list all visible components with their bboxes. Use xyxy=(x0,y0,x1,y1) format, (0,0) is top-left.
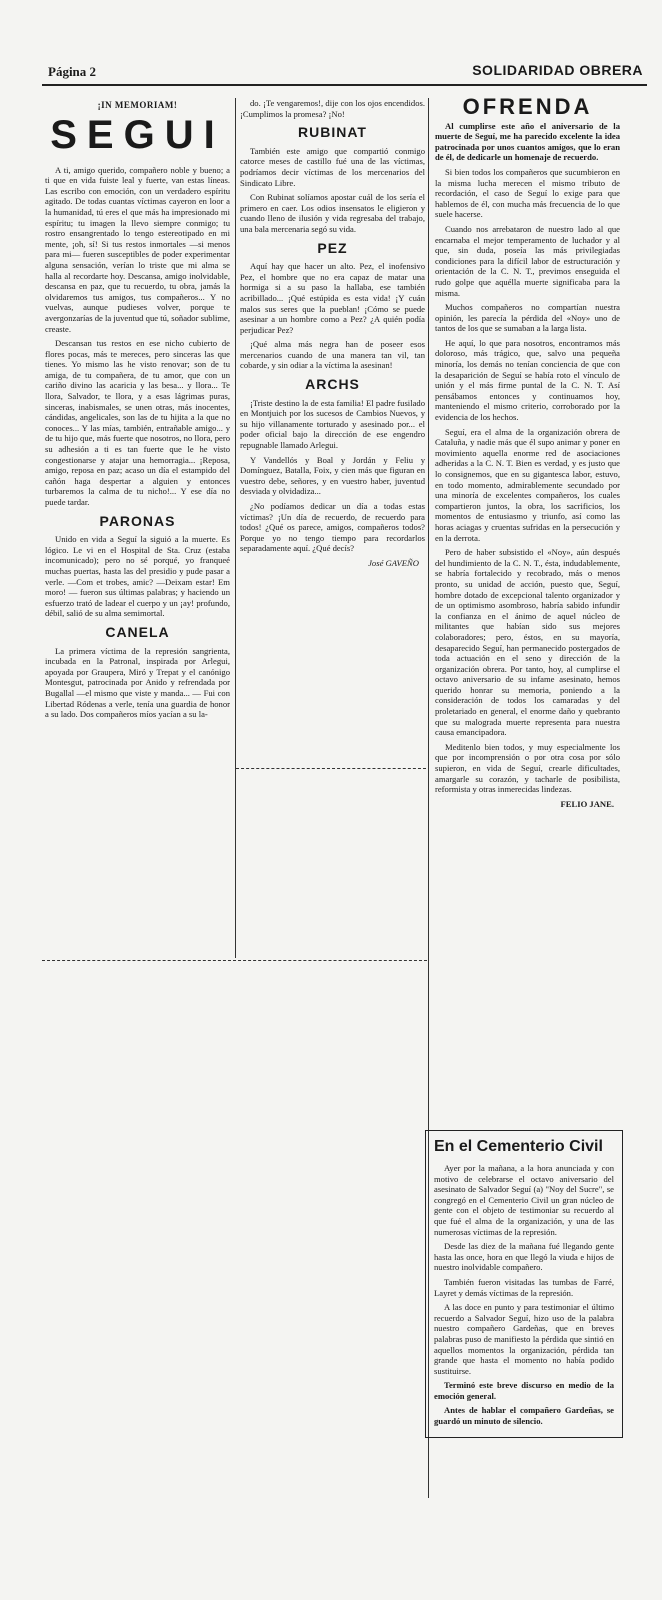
column-3 xyxy=(435,94,620,815)
column-1 xyxy=(45,98,230,724)
page-header xyxy=(42,58,647,86)
article-paragraph: Y Vandellós y Boal y Jordán y Feliu y Domínguez, Batalla, Foix, y cien más que figuran en vuestro debe, señores, y en vuestro haber, juventud desviada y olvidadiza... xyxy=(240,454,425,497)
article-paragraph: ¿No podíamos dedicar un día a todas estas víctimas? ¡Un día de recuerdo, de recuerdo para todos! ¿Qué os parece, amigos, compañeros todos? Porque yo no tengo tiempo para recordarlos separadamente aquí. ¿Qué decís? xyxy=(240,501,425,554)
article-paragraph: ¡Triste destino la de esta familia! El padre fusilado en Montjuich por los sucesos de Cambios Nuevos, y su hijo villanamente torturado y asesinado por... el poder oficial bajo la dirección de ese engendro repugnable llamado Arlegui. xyxy=(240,397,425,451)
headline-ofrenda: OFRENDA xyxy=(462,94,593,119)
article-paragraph: Meditenlo bien todos, y muy especialmente los que por incomprensión o por otra cosa por sólo supieron, en vida de Seguí, crearle dificultades, amargarle su corazón, y tacharle de posibilista, reformista y otras inmerecidas lindezas. xyxy=(435,741,620,795)
article-paragraph: do. ¡Te vengaremos!, dije con los ojos encendidos. ¡Cumplimos la promesa? ¡No! xyxy=(240,98,425,119)
column-2 xyxy=(240,98,425,575)
subhead-pez: PEZ xyxy=(317,239,348,256)
newspaper-name: SOLIDARIDAD OBRERA xyxy=(472,62,643,78)
article-paragraph: Al cumplirse este año el aniversario de la muerte de Seguí, me ha parecido excelente la idea patrocinada por unos cuantos amigos, que lo eran de él, de dedicarle un homenaje de recuerdo. xyxy=(435,120,620,163)
article-paragraph: También fueron visitadas las tumbas de Farré, Layret y demás víctimas de la represión. xyxy=(434,1276,614,1298)
article-paragraph: Seguí, era el alma de la organización obrera de Cataluña, y nadie más que él supo animar y poner en movimiento aquella enorme red de asociaciones adheridas a la C. N. T. Bien es verdad, y es justo que lo consignemos, que en su gigantesca labor, estuvo, en todo momento, admirablemente secundado por una minoría de excelentes compañeros, los cuales compartieron juntos, la obra, los sacrificios, los momentos de entusiasmo y triunfo, así como las horas aciagas y cruentas sufridas en la persecución y en la derrota. xyxy=(435,426,620,543)
article-paragraph: Con Rubinat solíamos apostar cuál de los sería el primero en caer. Los odios insensatos le eligieron y cuando lleno de ilusión y vida regresaba del trabajo, una bala mercenaria segó su vida. xyxy=(240,192,425,234)
cementerio-civil-box xyxy=(425,1130,623,1438)
headline-segui: SEGUI xyxy=(50,112,225,157)
article-paragraph: Unido en vida a Seguí la siguió a la muerte. Es lógico. Le vi en el Hospital de Sta. Cruz (estaba incomunicado); pero no sé porqué, yo franqueé muchas puertas, hasta las del presidio y pude pasar a verle. —Com et trobes, amic? —Deixam estar! Em moro! — fueron sus últimas palabras; y haciendo un esfuerzo trató de ladear el cuerpo y un ¡ay! profundo, débil, salió de su alma semimortal. xyxy=(45,534,230,619)
column-divider xyxy=(235,98,236,958)
article-paragraph: Ayer por la mañana, a la hora anunciada y con motivo de celebrarse el octavo aniversario del asesinato de Salvador Seguí (a) "Noy del Sucre", se congregó en el Cementerio Civil un gran núcleo de gente con el objeto de testimoniar su recuerdo al que fué el alma de la organización, y una de las numerosas víctimas de la represión. xyxy=(434,1163,614,1237)
subhead-canela: CANELA xyxy=(105,623,170,640)
subhead-archs: ARCHS xyxy=(305,376,360,393)
box-headline: En el Cementerio Civil xyxy=(434,1138,603,1155)
article-paragraph: Muchos compañeros no compartían nuestra opinión, les parecía la pérdida del «Noy» uno de tantos de los que se sumaban a la larga lista. xyxy=(435,302,620,334)
subhead-rubinat: RUBINAT xyxy=(298,124,367,141)
page-number-label: Página 2 xyxy=(48,64,97,79)
article-paragraph: También este amigo que compartió conmigo catorce meses de castillo fué una de las víctimas, podríamos decir víctimas de los mercenarios del Sindicato Libre. xyxy=(240,145,425,188)
subhead-paronas: PARONAS xyxy=(99,512,176,529)
kicker-in-memoriam: ¡IN MEMORIAM! xyxy=(97,100,178,110)
article-paragraph: A las doce en punto y para testimoniar el último recuerdo a Salvador Seguí, hizo uso de la palabra nuestro compañero Gardeñas, que en breves palabras puso de manifiesto la pérdida que sintió en aquellos momentos la organización, pérdida tan grande que hasta el momento no había podido sustituirse. xyxy=(434,1302,614,1376)
article-paragraph: La primera víctima de la represión sangrienta, incubada en la Patronal, inspirada por Arlegui, apoyada por Graupera, Miró y Trepat y el canónigo Montesgut, patrocinada por Anido y refrendada por Bugallal —el mismo que viste y manda... — Fui con Libertad Ródenas a verle, tenía una guardia de honor a su lado. Dos compañeros míos yacían a su la- xyxy=(45,645,230,720)
signature-gaveno: José GAVEÑO xyxy=(368,557,419,568)
article-paragraph: Descansan tus restos en ese nicho cubierto de flores pocas, más te mereces, pero sinceras las que tienes. Yo mismo las he visto renovar; son de tu amiga, de tu compañera, de tu amor, que con un cariño divino las acaricia y las besa... y llora... Te llora, Salvador, te llora, y a esas lágrimas puras, sinceras, inabismales, se unen otras, más inocentes, cándidas, angelicales, son las de tu hijita a la que no conoces... Y las mías, también, entrañable amigo... y de tu hijo que, más fuerte que nosotros, no llora, pero su adhesión a ti es tan fuerte que le he visto congestionarse y atajar una hemorragia... ¡Reposa, amigo, reposa en paz; acaso un día el estampido del cañón haga despertar a alguien y entonces turbaremos la calma de tu nicho!... Y ese día no puede tardar. xyxy=(45,338,230,507)
article-paragraph: Antes de hablar el compañero Gardeñas, se guardó un minuto de silencio. xyxy=(434,1405,614,1427)
article-paragraph: Terminó este breve discurso en medio de la emoción general. xyxy=(434,1380,614,1401)
article-paragraph: Cuando nos arrebataron de nuestro lado al que encarnaba el mejor temperamento de luchador y al que, sin duda, poseía las más privilegiadas condiciones para la difícil labor de estructuración y orientación de la C. N. T., previmos enseguida el rudo golpe que aquélla muerte significaba para la misma. xyxy=(435,223,620,298)
section-rule xyxy=(236,768,426,769)
article-paragraph: Pero de haber subsistido el «Noy», aún después del hundimiento de la C. N. T., ésta, indudablemente, se habría fortalecido y recobrado, más o menos pronto, su unidad de acción, puesto que, Seguí, hombre dotado de excepcional talento organizador y de un optimismo asombroso, habría sabido infundir la confianza en el ánimo de aquel núcleo de militantes que habían sido sus mejores colaboradores; pero, éstos, en su mayoría, desaparecido Seguí, han permanecido postergados de toda actuación en el seno y dirección de la organización obrera. Por tanto, hoy, al cumplirse el octavo aniversario de su infame asesinato, hemos querido honrar su memoria, poniendo a la consideración de todos los camaradas y del proletariado en general, el enorme daño y quebranto que su malograda muerte representa para nuestra causa emancipadora. xyxy=(435,547,620,738)
section-rule xyxy=(42,960,427,961)
article-paragraph: Si bien todos los compañeros que sucumbieron en la misma lucha merecen el mismo tributo de recordación, el caso de Seguí lo exige para que hablemos de él, con mucha más frecuencia de lo que suele hacerse. xyxy=(435,166,620,220)
signature-felio-jane: FELIO JANE. xyxy=(560,798,614,809)
article-paragraph: He aquí, lo que para nosotros, encontramos más doloroso, más trágico, que, salvo una pequeña minoría, los demás no tenían conciencia de que con la desaparición de Seguí se había roto el vínculo de unión y el más firme puntal de la C. N. T. Así pensábamos entonces y continuamos hoy, manteniendo el mismo criterio, corroborado por la evidencia de los hechos. xyxy=(435,337,620,423)
article-paragraph: Desde las diez de la mañana fué llegando gente hasta las once, hora en que llegó la viuda e hijos de nuestro inolvidable compañero. xyxy=(434,1241,614,1273)
article-paragraph: ¡Qué alma más negra han de poseer esos mercenarios cuando de una manera tan vil, tan cobarde, y sin odiar a la víctima la asesinan! xyxy=(240,339,425,371)
article-paragraph: A ti, amigo querido, compañero noble y bueno; a ti que en vida fuiste leal y fuerte, van estas líneas. Las escribo con emoción, con un verdadero espíritu agitado. De todas cuantas víctimas cayeron en loor a la humanidad, tú eres el que más ha impresionado mi espíritu; tu imagen la llevo siempre conmigo; tu rostro ensangrentado lo tengo estereotipado en mi mente, ¡oh, sí! Si tus restos inmortales —si menos para mi— fueren susceptibles de poder experimentar alguna sensación, verían lo triste que mi alma se halla al recordarte hoy. Descansa, amigo inolvidable, descansa en paz, que tu recuerdo, tu obra, jamás la olvidaremos tus amigos, tus compañeros... Y no vuelvas, aunque pudieses volver, porque te avergonzarías de la juventud que tú, soñador sublime, creaste. xyxy=(45,164,230,334)
article-paragraph: Aquí hay que hacer un alto. Pez, el inofensivo Pez, el hombre que no era capaz de matar una hormiga si a su paso la hallaba, ese también acribillado... ¡Qué estúpida es esta vida! ¡Y cuán malos sus seres que la pueblan! ¡Cómo se puede asesinar a un hombre como a Pez? ¿A quién podía perjudicar Pez? xyxy=(240,261,425,335)
